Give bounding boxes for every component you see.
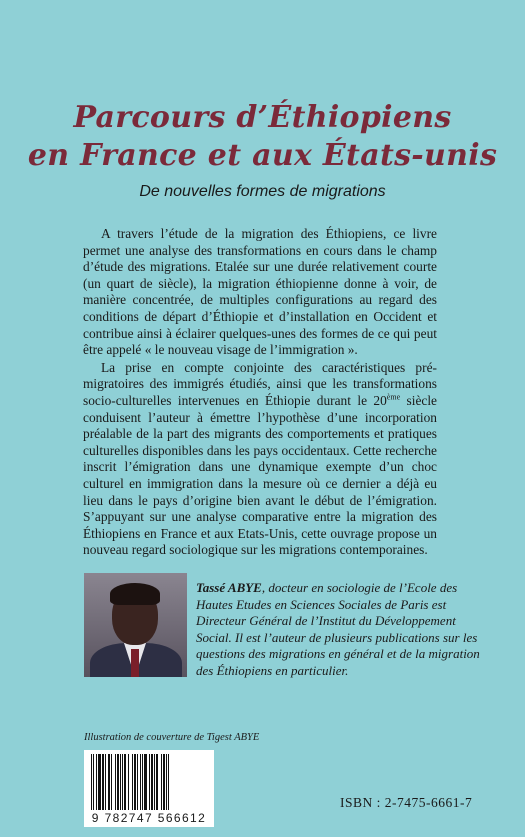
century-superscript: ème xyxy=(386,392,401,402)
cover-illustration-credit: Illustration de couverture de Tigest ABYE xyxy=(84,732,260,743)
author-name: Tassé ABYE xyxy=(196,580,262,595)
summary-p2-end: siècle conduisent l’auteur à émettre l’hypothèse d’une incorporation préalable de la part des migrants des comportements et pratiques culturelles disponibles dans les pays occidentaux. Cette recherche inscrit l’émigration dans une dynamique exempte d’un choc culturel en immigration dans la mesure où ce dernier a déjà eu lieu dans le pays d’origine bien avant le début de l’émigration. S’appuyant sur une analyse comparative entre la migration des Éthiopiens en France et aux Etats-Unis, cette ouvrage propose un nouveau regard sociologique sur les migrations contemporaines. xyxy=(83,392,437,558)
author-photo xyxy=(84,573,187,677)
barcode-digits: 9 782747 566612 xyxy=(91,811,207,825)
author-bio xyxy=(196,580,484,679)
back-cover-summary xyxy=(83,226,437,559)
summary-paragraph-1: A travers l’étude de la migration des Éthiopiens, ce livre permet une analyse des transformations en cours dans le champ d’étude des migrations. Etalée sur une durée relativement courte (un quart de siècle), la migration éthiopienne donne à voir, de manière concentrée, de multiples configurations au regard des conditions de départ d’Éthiopie et d’installation en Occident et contribue ainsi à éclairer quelques-unes des formes de ce qui peut être appelé « le nouveau visage de l’immigration ». xyxy=(83,226,437,358)
author-bio-text: , docteur en sociologie de l’Ecole des Hautes Etudes en Sciences Sociales de Paris est Directeur Général de l’Institut du Développement Social. Il est l’auteur de plusieurs publications sur les questions des migrations en général et de la migration des Éthiopiens en particulier. xyxy=(196,580,480,678)
barcode-bars xyxy=(89,754,209,810)
barcode xyxy=(84,750,214,827)
summary-p2-start: La prise en compte conjointe des caractéristiques pré-migratoires des immigrés étudiés, ainsi que les transformations socio-culturelles intervenues en Éthiopie durant le 20 xyxy=(83,359,437,408)
summary-paragraph-2 xyxy=(83,360,437,559)
book-title-line-2: en France et aux États-unis xyxy=(27,138,498,173)
book-title-line-1: Parcours d’Éthiopiens xyxy=(73,100,452,135)
isbn: ISBN : 2-7475-6661-7 xyxy=(340,795,473,810)
book-subtitle: De nouvelles formes de migrations xyxy=(139,183,386,200)
